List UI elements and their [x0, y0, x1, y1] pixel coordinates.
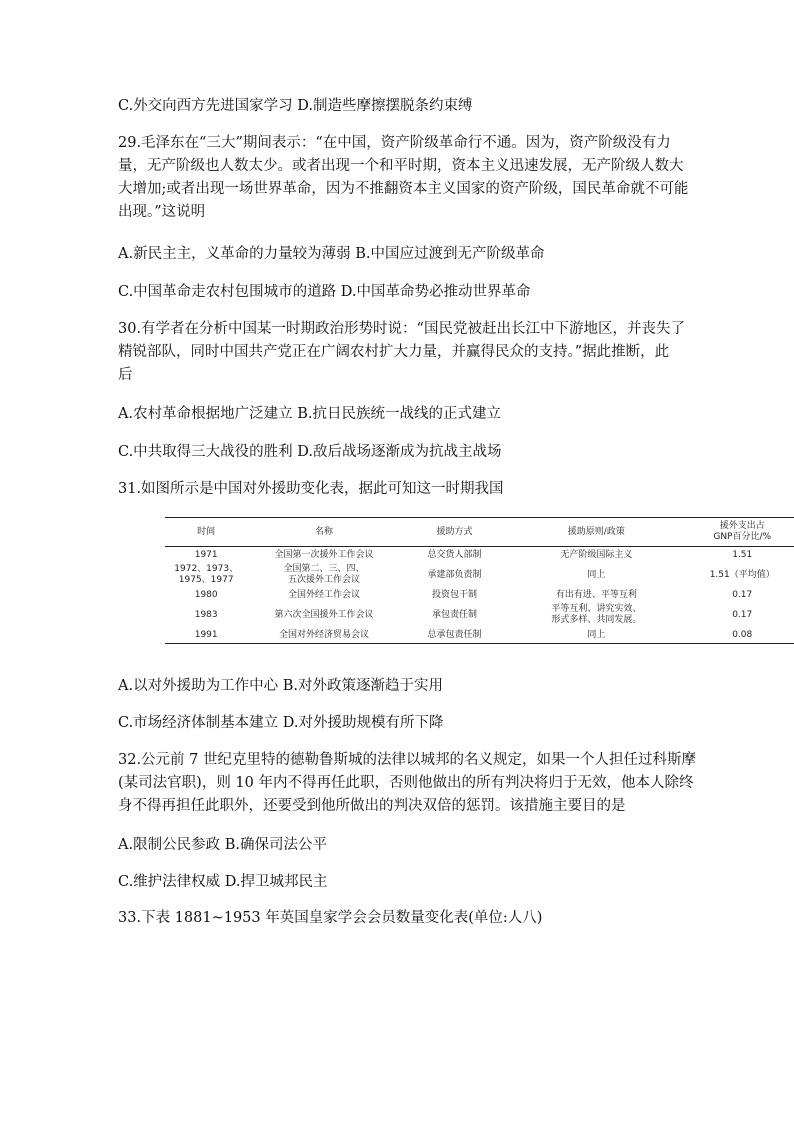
table-header-cell: 时间	[197, 526, 216, 537]
q33-stem: 33.下表 1881~1953 年英国皇家学会会员数量变化表(单位:人八)	[118, 910, 543, 926]
table-row	[165, 547, 794, 564]
q29-stem-line: 出现。”这说明	[118, 204, 206, 220]
table-cell: 1983	[194, 609, 218, 620]
q30-options-cd: C.中共取得三大战役的胜利 D.敌后战场逐渐成为抗战主战场	[118, 444, 502, 460]
q32-options-ab: A.限制公民参政 B.确保司法公平	[118, 837, 327, 853]
table-cell: 1.51	[732, 549, 753, 560]
q30-stem-line: 30.有学者在分析中国某一时期政治形势时说：“国民党被赶出长江中下游地区，并丧失了	[118, 321, 685, 337]
q31-options-ab: A.以对外援助为工作中心 B.对外政策逐渐趋于实用	[118, 678, 443, 694]
q29-stem-line: 量，无产阶级也人数太少。或者出现一个和平时期，资本主义迅速发展，无产阶级人数大	[118, 158, 684, 174]
table-cell: 1971	[194, 549, 218, 560]
q31-stem: 31.如图所示是中国对外援助变化表，据此可知这一时期我国	[118, 481, 504, 497]
table-cell: 全国第二、三、四、 五次援外工作会议	[283, 564, 365, 585]
table-header-cell: 援助原则/政策	[567, 526, 625, 537]
foreign-aid-table	[165, 517, 794, 644]
q30-options-ab: A.农村革命根据地广泛建立 B.抗日民族统一战线的正式建立	[118, 406, 501, 422]
table-cell: 0.17	[732, 609, 753, 620]
table-cell: 承包责任制	[431, 609, 477, 620]
table-cell: 1972、1973、 1975、1977	[174, 564, 239, 585]
q29-stem-line: 29.毛泽东在“三大”期间表示：“在中国，资产阶级革命行不通。因为，资产阶级没有力	[118, 135, 671, 151]
q29-options-ab: A.新民主主，义革命的力量较为薄弱 B.中国应过渡到无产阶级革命	[118, 246, 545, 262]
table-cell: 1.51（平均值）	[709, 569, 775, 580]
table-cell: 1991	[194, 629, 218, 640]
q31-options-cd: C.市场经济体制基本建立 D.对外援助规模有所下降	[118, 715, 444, 731]
table-header-cell: 名称	[315, 526, 334, 537]
q29-stem-line: 大增加;或者出现一场世界革命，因为不推翻资本主义国家的资产阶级，国民革命就不可能	[118, 181, 689, 197]
table-cell: 0.08	[732, 629, 753, 640]
table-header-row	[165, 518, 794, 547]
table-cell: 同上	[587, 569, 606, 580]
table-header-cell: 援外支出占 GNP百分比/%	[713, 521, 772, 542]
q29-stem	[118, 132, 689, 224]
table-cell: 全国对外经济贸易会议	[279, 629, 370, 640]
q32-stem-line: 32.公元前 7 世纪克里特的德勒鲁斯城的法律以城邦的名义规定，如果一个人担任过科斯摩	[118, 752, 696, 768]
q29-options-cd: C.中国革命走农村包围城市的道路 D.中国革命势必推动世界革命	[118, 284, 531, 300]
table-cell: 投资包干制	[431, 589, 477, 600]
q30-stem-line: 后	[118, 367, 133, 383]
table-cell: 承建部负责制	[427, 569, 482, 580]
table-cell: 总交货人部制	[427, 549, 482, 560]
table-cell: 无产阶级国际主义	[560, 549, 633, 560]
table-row	[165, 627, 794, 644]
q32-stem	[118, 749, 696, 818]
q30-stem-line: 精锐部队，同时中国共产党正在广阔农村扩大力量，并赢得民众的支持。”据此推断，此	[118, 344, 670, 360]
table-cell: 第六次全国援外工作会议	[274, 609, 374, 620]
table-cell: 同上	[587, 629, 606, 640]
table-header-cell: 援助方式	[436, 526, 473, 537]
q30-stem	[118, 318, 685, 387]
table-row	[165, 603, 794, 627]
table-cell: 全国第一次援外工作会议	[274, 549, 374, 560]
table-cell: 总承包责任制	[427, 629, 482, 640]
q32-stem-line: (某司法官职)，则 10 年内不得再任此职，否则他做出的所有判决将归于无效，他本人除终	[118, 775, 694, 791]
table-cell: 0.17	[732, 589, 753, 600]
table-row	[165, 563, 794, 587]
table-cell: 有出有进、平等互利	[555, 589, 637, 600]
table-cell: 全国外经工作会议	[288, 589, 361, 600]
table-cell: 1980	[194, 589, 218, 600]
q32-options-cd: C.维护法律权威 D.捍卫城邦民主	[118, 874, 328, 890]
q32-stem-line: 身不得再担任此职外，还要受到他所做出的判决双倍的惩罚。该措施主要目的是	[118, 798, 626, 814]
table-row	[165, 587, 794, 603]
q28-options-cd: C.外交向西方先进国家学习 D.制造些摩擦摆脱条约束缚	[118, 98, 473, 114]
table-cell: 平等互利、讲究实效、 形式多样、共同发展。	[551, 604, 642, 625]
